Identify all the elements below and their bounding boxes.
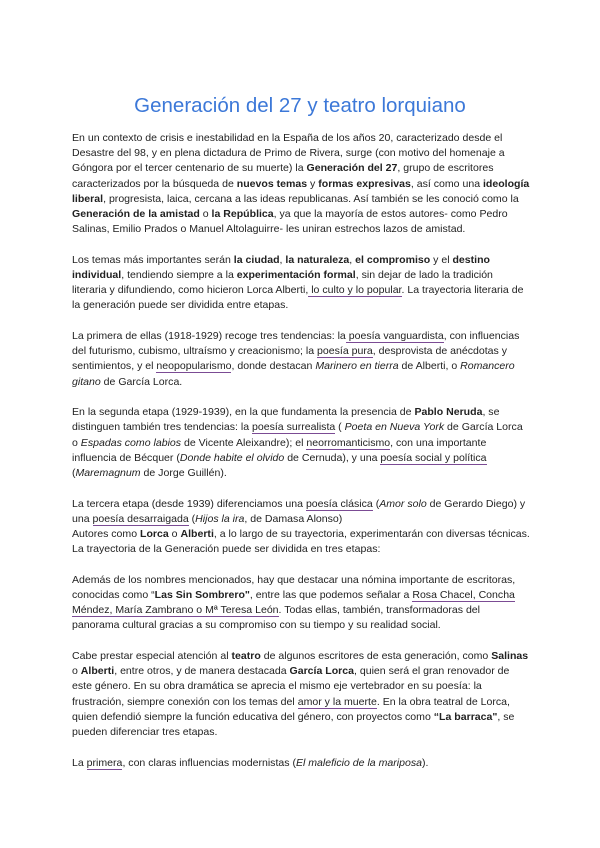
paragraph-las-sin-sombrero [72,573,530,634]
text-run: . Todas ellas, también, transformadoras del panorama cultural gracias a su compromiso con su tiempo y su realidad social. [72,604,481,632]
paragraph-context [72,131,530,237]
text-run: , donde destacan [231,360,316,373]
text-run: de algunos escritores de esta generación, como [260,650,492,663]
text-run: de García Lorca. [100,375,183,388]
text-run: La [72,756,87,769]
text-run: , desprovista de anécdotas y sentimientos, y el [72,345,507,373]
text-run: , se distinguen también tres tendencias: la [72,406,500,434]
underlined-term: neopopularismo [156,360,232,373]
text-run: , quien será el gran renovador de este género. En su obra dramática se aprecia el mismo eje vertebrador en su poesía: la frustración, siempre conexión con los temas del [72,665,510,708]
italic-title: Marinero en tierra [315,360,399,373]
italic-title: Espadas como labios [80,436,182,449]
text-run: , así como una [410,177,483,190]
paragraph-third-stage [72,497,530,527]
bold-term: el compromiso [355,253,431,266]
text-run: , [349,253,356,266]
underlined-term: poesía desarraigada [92,512,189,525]
text-run: de Cernuda), y una [284,451,381,464]
bold-term: García Lorca [289,665,354,678]
underlined-term: poesía social y política [380,451,487,464]
text-run: En la segunda etapa (1929-1939), en la que fundamenta la presencia de [72,406,415,419]
bold-term: la República [211,208,274,221]
paragraph-second-stage [72,405,530,481]
text-run: o [168,528,181,541]
text-run: ( [188,512,196,525]
text-run: ). [422,756,429,769]
bold-term: destino individual [72,253,490,282]
underlined-term: primera [86,756,123,769]
text-run: , entre las que podemos señalar a [249,589,413,602]
paragraph-first-stage [72,329,530,390]
bold-term: Alberti [180,528,214,541]
italic-title: Maremagnum [75,467,141,480]
italic-title: Donde habite el olvido [179,451,285,464]
bold-term: Pablo Neruda [414,406,483,419]
text-run: o [72,665,81,678]
bold-term: nuevos temas [236,177,308,190]
text-run: y el [430,253,453,266]
italic-title: El maleficio de la mariposa [295,756,422,769]
text-run: de Alberti, o [398,360,461,373]
text-run: . La trayectoria literaria de la generación puede ser dividida entre etapas. [72,284,524,312]
text-run: . En la obra teatral de Lorca, quien defendió siempre la función educativa del género, con proyectos como [72,695,510,723]
paragraph-authors [72,527,530,557]
text-run: de Jorge Guillén). [140,467,227,480]
underlined-term: lo culto y lo popular [308,284,402,297]
text-run: ( [372,497,380,510]
underlined-term: amor y la muerte [297,695,377,708]
bold-term: “La barraca" [433,710,498,723]
italic-title: Hijos la ira [195,512,245,525]
text-run: , grupo de escritores caracterizados por la búsqueda de [72,162,494,190]
text-run: Los temas más importantes serán [72,253,234,266]
text-run: de Vicente Aleixandre); el [181,436,307,449]
bold-term: Generación del 27 [306,162,398,175]
bold-term: experimentación formal [236,269,356,282]
italic-title: Amor solo [379,497,427,510]
text-run: , ya que la mayoría de estos autores- como Pedro Salinas, Emilio Prados o Manuel Altolaguirre- les uniran estrechos lazos de amistad. [72,208,508,236]
text-run: o [199,208,212,221]
bold-term: Las Sin Sombrero" [154,589,250,602]
text-run: La primera de ellas (1918-1929) recoge tres tendencias: la [72,330,346,343]
underlined-term: poesía surrealista [252,421,336,434]
text-run: ( [72,467,76,480]
text-run: En un contexto de crisis e inestabilidad en la España de los años 20, caracterizado desde el Desastre del 98, y en plena dictadura de Primo de Rivera, surge (con motivo del homenaje a Góngora por el tercer centenario de su muerte) la [72,132,505,175]
text-run: , tendiendo siempre a la [121,269,237,282]
bold-term: ideología liberal [72,177,530,205]
text-run: de Gerardo Diego) y una [72,497,526,525]
text-run: Cabe prestar especial atención al [72,650,232,663]
italic-title: Poeta en Nueva York [344,421,445,434]
paragraph-theatre [72,649,530,740]
bold-term: teatro [231,650,261,663]
paragraph-themes [72,253,530,314]
underlined-term: poesía vanguardista [345,330,444,343]
text-run: Autores como [72,528,140,541]
document-body [72,131,530,786]
bold-term: Salinas [491,650,529,663]
bold-term: Generación de la amistad [72,208,200,221]
page-title: Generación del 27 y teatro lorquiano [134,94,466,117]
text-run: , [279,253,286,266]
text-run: de García Lorca o [72,421,523,449]
bold-term: formas expresivas [318,177,411,190]
underlined-term: poesía pura [317,345,373,358]
text-run: y [307,177,319,190]
italic-title: Romancero gitano [72,360,515,388]
text-run: , con claras influencias modernistas ( [122,756,296,769]
underlined-term: poesía clásica [305,497,373,510]
bold-term: Lorca [140,528,169,541]
text-run: Además de los nombres mencionados, hay que destacar una nómina importante de escritoras, conocidas como “ [72,573,516,602]
text-run: , sin dejar de lado la tradición literaria y difundiendo, como hicieron Lorca Alberti, [72,269,493,297]
underlined-term: Rosa Chacel, Concha Méndez, María Zambrano o Mª Teresa León [72,589,515,617]
text-run: , entre otros, y de manera destacada [114,665,290,678]
paragraph-first-theatre-stage [72,756,530,771]
text-run: , se pueden diferenciar tres etapas. [72,710,515,739]
text-run: La tercera etapa (desde 1939) diferenciamos una [72,497,306,510]
underlined-term: neorromanticismo [306,436,391,449]
text-run: , progresista, laica, cercana a las ideas republicanas. Así también se les conoció como la [103,192,519,205]
text-run: , con una importante influencia de Bécquer ( [72,436,487,464]
bold-term: la naturaleza [285,253,350,266]
bold-term: Alberti [80,665,115,678]
text-run: , de Damasa Alonso) [244,512,343,525]
text-run: ( [335,421,345,434]
bold-term: la ciudad [233,253,280,266]
text-run: , a lo largo de su trayectoria, experimentarán con diversas técnicas. La trayectoria de la Generación puede ser dividida en tres etapas: [72,528,530,556]
text-run: , con influencias del futurismo, cubismo, ultraísmo y creacionismo; la [72,330,520,358]
